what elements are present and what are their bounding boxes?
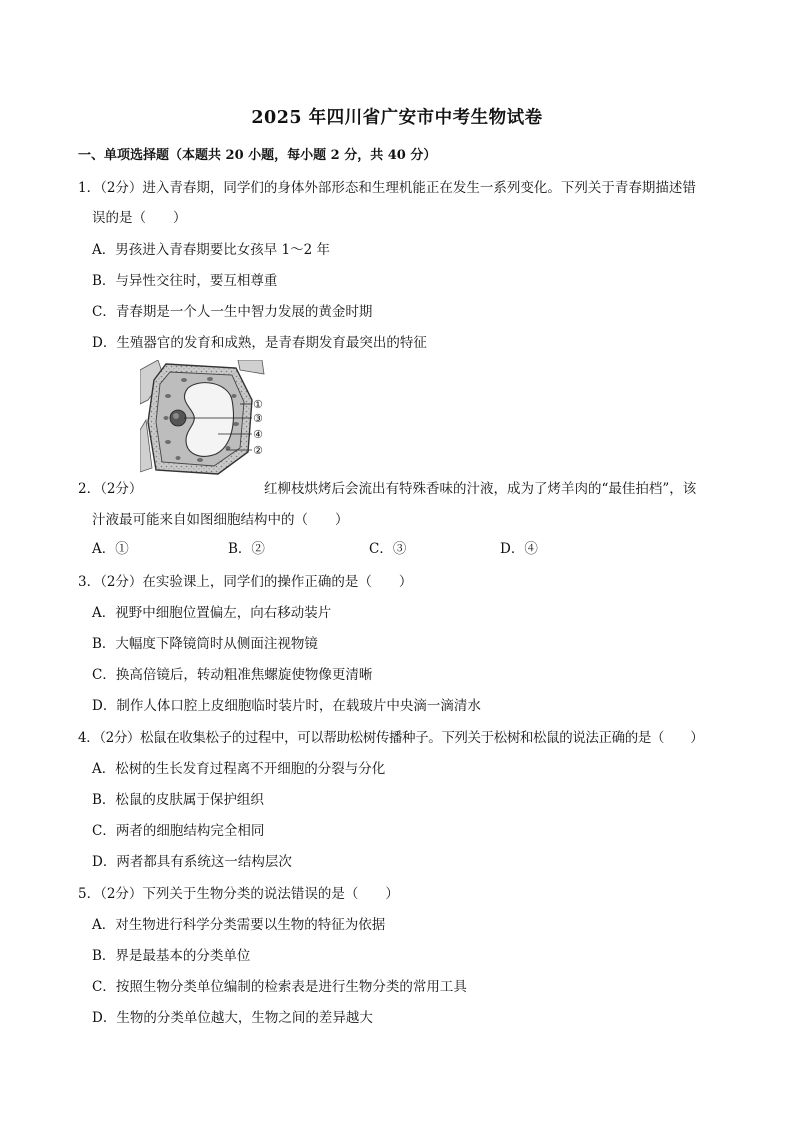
- question-3-option-c: C．换高倍镜后，转动粗准焦螺旋使物像更清晰: [92, 667, 373, 683]
- question-1-option-c: C．青春期是一个人一生中智力发展的黄金时期: [92, 304, 373, 320]
- question-4-stem: 4．（2分）松鼠在收集松子的过程中，可以帮助松树传播种子。下列关于松树和松鼠的说法正确的是（ ）: [78, 730, 704, 746]
- figure-label-4: ④: [253, 428, 263, 441]
- question-3-option-b: B．大幅度下降镜筒时从侧面注视物镜: [92, 636, 318, 652]
- question-1-stem-cont: 误的是（ ）: [92, 210, 187, 226]
- question-2-option-c: C．③: [369, 541, 407, 557]
- question-1-stem: 1．（2分）进入青春期，同学们的身体外部形态和生理机能正在发生一系列变化。下列关于青春期描述错: [78, 180, 696, 196]
- plant-cell-svg: [140, 360, 280, 478]
- question-5-option-a: A．对生物进行科学分类需要以生物的特征为依据: [92, 917, 386, 933]
- question-4-option-c: C．两者的细胞结构完全相同: [92, 823, 265, 839]
- question-1-option-d: D．生殖器官的发育和成熟，是青春期发育最突出的特征: [92, 335, 427, 351]
- question-5-option-c: C．按照生物分类单位编制的检索表是进行生物分类的常用工具: [92, 979, 467, 995]
- question-5-stem: 5．（2分）下列关于生物分类的说法错误的是（ ）: [78, 886, 399, 902]
- question-3-option-d: D．制作人体口腔上皮细胞临时装片时，在载玻片中央滴一滴清水: [92, 698, 481, 714]
- question-2-option-a: A．①: [92, 541, 129, 557]
- question-2-number: 2．（2分）: [78, 481, 143, 497]
- section-heading: 一、单项选择题（本题共 20 小题，每小题 2 分，共 40 分）: [78, 148, 437, 163]
- question-3-stem: 3．（2分）在实验课上，同学们的操作正确的是（ ）: [78, 574, 413, 590]
- question-4-option-d: D．两者都具有系统这一结构层次: [92, 854, 292, 870]
- figure-label-1: ①: [253, 398, 263, 411]
- question-2-option-b: B．②: [228, 541, 265, 557]
- figure-label-3: ③: [253, 412, 263, 425]
- question-1-option-a: A．男孩进入青春期要比女孩早 1～2 年: [92, 242, 331, 258]
- question-5-option-d: D．生物的分类单位越大，生物之间的差异越大: [92, 1010, 373, 1026]
- question-2-option-d: D．④: [500, 541, 538, 557]
- question-3-option-a: A．视野中细胞位置偏左，向右移动装片: [92, 605, 332, 621]
- question-1-option-b: B．与异性交往时，要互相尊重: [92, 273, 278, 289]
- question-2-stem-cont: 汁液最可能来自如图细胞结构中的（ ）: [92, 512, 349, 528]
- plant-cell-diagram: [140, 360, 280, 478]
- nucleolus: [173, 413, 179, 419]
- exam-title: 2025 年四川省广安市中考生物试卷: [251, 108, 543, 128]
- figure-label-2: ②: [253, 444, 263, 457]
- question-2-stem: 红柳枝烘烤后会流出有特殊香味的汁液，成为了烤羊肉的“最佳拍档”，该: [264, 481, 697, 497]
- question-2-options: [92, 537, 652, 557]
- question-4-option-b: B．松鼠的皮肤属于保护组织: [92, 792, 264, 808]
- neighbor-cell: [238, 360, 264, 374]
- question-4-option-a: A．松树的生长发育过程离不开细胞的分裂与分化: [92, 761, 386, 777]
- question-5-option-b: B．界是最基本的分类单位: [92, 948, 251, 964]
